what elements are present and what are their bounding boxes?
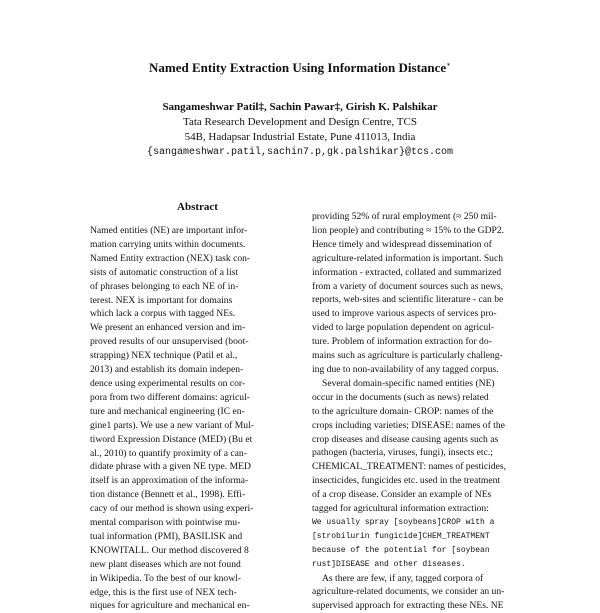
intro-paragraph-3 <box>312 572 530 613</box>
example-line: [strobilurin fungicide]CHEM_TREATMENT <box>312 531 490 541</box>
intro-paragraph-2 <box>312 377 530 516</box>
intro-p2-line: crop diseases and disease causing agents such as <box>312 433 499 445</box>
abstract-line: strapping) NEX technique (Patil et al., <box>90 350 238 362</box>
title-footnote-mark: ∗ <box>446 60 451 69</box>
abstract-body <box>90 224 305 613</box>
affiliation-line-2: 54B, Hadapsar Industrial Estate, Pune 411013, India <box>184 131 416 143</box>
intro-p2-line: Several domain-specific named entities (NE) <box>322 377 495 389</box>
intro-paragraph-1 <box>312 210 530 377</box>
intro-p2-line: occur in the documents (such as news) related <box>312 391 489 403</box>
intro-p2-line: of a crop disease. Consider an example of NEs <box>312 489 492 501</box>
intro-p1-line: reports, web-sites and scientific literature - can be <box>312 294 504 306</box>
intro-p3-line: agriculture-related documents, we consider an un- <box>312 586 505 598</box>
intro-p1-line: information - extracted, collated and summarized <box>312 266 502 278</box>
abstract-line: itself is an approximation of the informa- <box>90 475 249 487</box>
intro-p1-line: providing 52% of rural employment (≈ 250 mil- <box>312 211 497 222</box>
abstract-line: cacy of our method is shown using experi- <box>90 503 254 515</box>
abstract-line: gine1 parts). We use a new variant of Mul- <box>90 419 254 431</box>
abstract-line: didate phrase with a given NE type. MED <box>90 461 251 473</box>
intro-p1-line: mains such as agriculture is particularly challeng- <box>312 350 503 362</box>
intro-p2-line: insecticides, fungicides etc. used in the treatment <box>312 475 501 487</box>
abstract-line: which lack a corpus with tagged NEs. <box>90 308 236 320</box>
abstract-line: in Wikipedia. To the best of our knowl- <box>90 572 241 584</box>
intro-p1-line: agriculture-related information is important. Such <box>312 252 504 264</box>
author-names: Sangameshwar Patil‡, Sachin Pawar‡, Girish K. Palshikar <box>162 101 438 113</box>
paper-title: Named Entity Extraction Using Information Distance∗ <box>149 60 451 75</box>
intro-p1-line: Hence timely and widespread dissemination of <box>312 238 492 250</box>
intro-p2-line: pathogen (bacteria, viruses, fungi), insects etc.; <box>312 447 493 459</box>
intro-p2-line: to the agriculture domain- CROP: names of the <box>312 405 494 417</box>
example-line: We usually spray [soybeans]CROP with a <box>312 517 495 527</box>
abstract-line: ture and mechanical engineering (IC en- <box>90 405 245 417</box>
intro-p1-line: vided to large population dependent on agricul- <box>312 322 495 334</box>
abstract-line: mental comparison with pointwise mu- <box>90 517 241 529</box>
example-line: rust]DISEASE and other diseases. <box>312 559 466 569</box>
intro-p1-line: used to improve various aspects of services pro- <box>312 308 497 320</box>
abstract-line: Named entities (NE) are important infor- <box>90 225 248 236</box>
intro-column <box>312 210 530 613</box>
abstract-line: mation carrying units within documents. <box>90 238 246 250</box>
abstract-line: 2013) and establish its domain indepen- <box>90 364 244 376</box>
abstract-line: tual information (PMI), BASILISK and <box>90 530 243 542</box>
affiliation-line-1: Tata Research Development and Design Centre, TCS <box>183 116 417 128</box>
abstract-line: al., 2010) to quantify proximity of a can- <box>90 447 247 459</box>
abstract-line: We present an enhanced version and im- <box>90 322 246 334</box>
intro-p3-line: As there are few, if any, tagged corpora of <box>322 572 484 584</box>
intro-p1-line: ing due to non-availability of any tagged corpus. <box>312 363 499 375</box>
author-emails: {sangameshwar.patil,sachin7.p,gk.palshikar}@tcs.com <box>146 147 454 158</box>
example-line: because of the potential for [soybean <box>312 545 490 555</box>
abstract-line: of phrases belonging to each NE of in- <box>90 280 239 292</box>
abstract-line: niques for agriculture and mechanical en- <box>90 600 250 612</box>
abstract-line: terest. NEX is important for domains <box>90 294 233 306</box>
abstract-line: Named Entity extraction (NEX) task con- <box>90 252 251 264</box>
abstract-line: tion distance (Bennett et al., 1998). Effi- <box>90 489 246 501</box>
abstract-heading: Abstract <box>177 201 218 213</box>
abstract-line: dence using experimental results on cor- <box>90 377 246 389</box>
intro-p3-line: supervised approach for extracting these NEs. NE <box>312 600 504 612</box>
intro-p2-line: CHEMICAL_TREATMENT: names of pesticides, <box>312 461 507 473</box>
intro-p2-line: crops including varieties; DISEASE: names of the <box>312 419 505 431</box>
abstract-line: pora from two different domains: agricul- <box>90 391 250 403</box>
intro-p1-line: from a variety of document sources such as news, <box>312 280 504 292</box>
abstract-line: proved results of our unsupervised (boot- <box>90 336 249 348</box>
abstract-line: edge, this is the first use of NEX tech- <box>90 586 237 598</box>
intro-p1-line: ture. Problem of information extraction for do- <box>312 336 492 348</box>
intro-p2-line: tagged for agricultural information extraction: <box>312 503 489 515</box>
abstract-line: sists of automatic construction of a list <box>90 266 239 278</box>
intro-p1-line: lion people) and contributing ≈ 15% to the GDP2. <box>312 224 505 236</box>
abstract-line: new plant diseases which are not found <box>90 558 241 570</box>
tagged-example <box>312 516 530 572</box>
abstract-line: KNOWITALL. Our method discovered 8 <box>90 544 249 556</box>
author-block <box>0 100 600 160</box>
abstract-line: tiword Expression Distance (MED) (Bu et <box>90 433 253 445</box>
